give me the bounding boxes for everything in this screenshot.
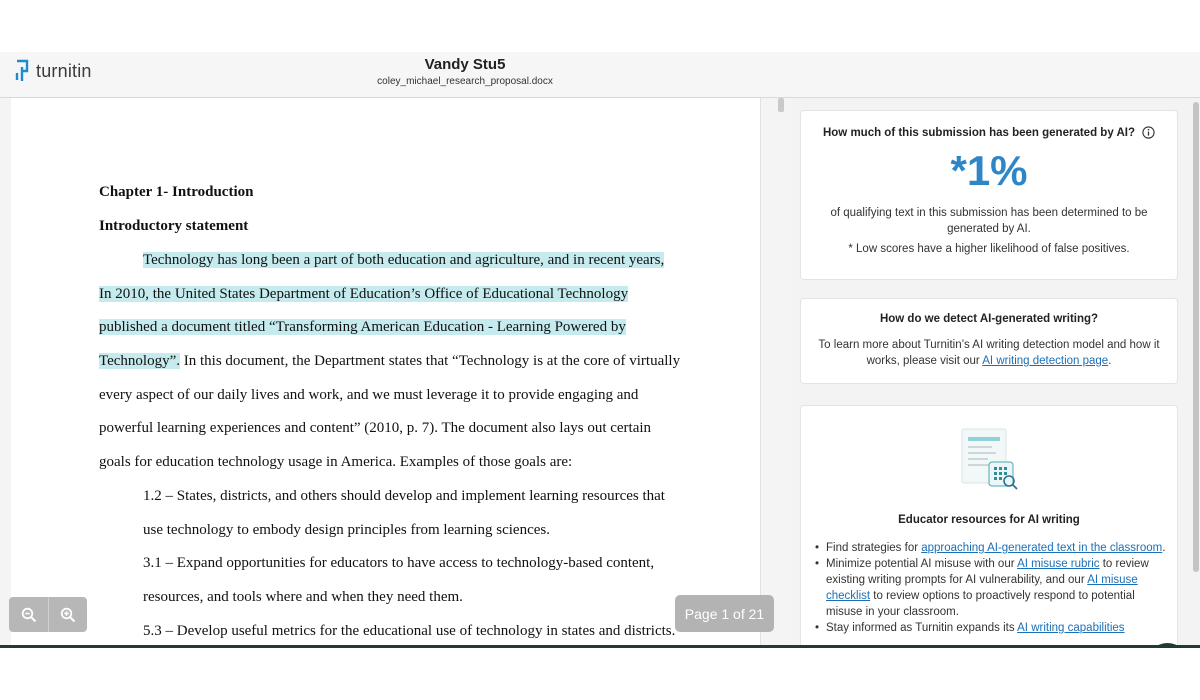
approaching-ai-text-link[interactable]: approaching AI-generated text in the classroom — [921, 542, 1163, 554]
resources-title: Educator resources for AI writing — [898, 514, 1080, 526]
ai-highlight[interactable]: Technology has long been a part of both education and agriculture, and in recent years, — [143, 252, 665, 268]
list-item-text: . — [1162, 542, 1166, 554]
resources-list — [815, 540, 1167, 636]
zoom-out-icon — [21, 607, 37, 623]
doc-line — [99, 319, 626, 336]
ai-score-card — [800, 110, 1178, 280]
chapter-heading: Chapter 1- Introduction — [99, 184, 254, 200]
ai-score-description: of qualifying text in this submission has been determined to be generated by AI. — [830, 207, 1148, 235]
ai-highlight[interactable]: published a document titled “Transforming American Education - Learning Powered by — [99, 319, 626, 335]
document-heading — [0, 56, 930, 87]
doc-line — [99, 286, 628, 303]
doc-line: use technology to embody design principles from learning sciences. — [143, 522, 550, 538]
ai-document-illustration-icon — [961, 428, 1021, 494]
doc-line: powerful learning experiences and content” (2010, p. 7). The document also lays out certain — [99, 420, 652, 436]
ai-highlight[interactable]: Technology”. — [99, 353, 181, 369]
detection-title: How do we detect AI-generated writing? — [879, 313, 1099, 325]
list-item-text: Minimize potential AI misuse with our — [826, 558, 1018, 570]
detection-text — [811, 337, 1167, 369]
ai-detection-page-link[interactable]: AI writing detection page — [982, 355, 1109, 367]
page-indicator: Page 1 of 21 — [675, 595, 774, 632]
doc-line: 5.3 – Develop useful metrics for the educational use of technology in states and districts. — [143, 623, 676, 639]
doc-line-text: In this document, the Department states that “Technology is at the core of virtually — [180, 353, 681, 369]
file-name: coley_michael_research_proposal.docx — [377, 76, 553, 87]
false-positive-note: * Low scores have a higher likelihood of false positives. — [848, 243, 1130, 255]
bottom-border — [0, 645, 1200, 648]
zoom-in-icon — [60, 607, 76, 623]
panel-scrollbar[interactable] — [1193, 102, 1199, 572]
detection-text-body: To learn more about Turnitin’s AI writing detection model and how it works, please visit our — [818, 339, 1160, 367]
detection-info-card — [800, 298, 1178, 384]
list-item-text: to review options to proactively respond to potential misuse in your classroom. — [826, 590, 1135, 618]
zoom-out-button[interactable] — [9, 597, 48, 632]
list-item-text: to review existing writing prompts for AI vulnerability, and our — [826, 558, 1149, 586]
ai-report-panel — [790, 98, 1200, 648]
document-scrollbar[interactable] — [778, 98, 784, 112]
list-item-text: Stay informed as Turnitin expands its — [826, 622, 1018, 634]
ai-percentage: *1% — [950, 147, 1028, 194]
ai-score-question-row — [801, 126, 1177, 139]
detection-text-end: . — [1108, 355, 1112, 367]
student-name: Vandy Stu5 — [424, 56, 506, 73]
ai-writing-capabilities-link[interactable]: AI writing capabilities — [1017, 622, 1125, 634]
logo-text: turnitin — [36, 60, 92, 81]
educator-resources-card — [800, 405, 1178, 648]
zoom-controls — [9, 597, 87, 632]
ai-score-question: How much of this submission has been generated by AI? — [822, 126, 1136, 139]
doc-line: every aspect of our daily lives and work, and we must leverage it to provide engaging and — [99, 387, 639, 403]
doc-line: 1.2 – States, districts, and others should develop and implement learning resources that — [143, 488, 665, 504]
document-viewer[interactable] — [11, 98, 761, 648]
ai-misuse-checklist-link[interactable]: AI misuse checklist — [826, 574, 1138, 602]
info-icon[interactable] — [1142, 126, 1155, 139]
list-item — [815, 540, 1167, 556]
ai-highlight[interactable]: In 2010, the United States Department of Education’s Office of Educational Technology — [99, 286, 629, 302]
list-item — [815, 620, 1167, 636]
zoom-in-button[interactable] — [48, 597, 87, 632]
top-bar — [0, 52, 1200, 98]
app-window — [0, 52, 1200, 648]
doc-line — [99, 353, 680, 370]
section-heading: Introductory statement — [99, 218, 249, 234]
list-item — [815, 556, 1167, 620]
list-item-text: Find strategies for — [826, 542, 922, 554]
doc-line: resources, and tools where and when they need them. — [143, 589, 463, 605]
doc-line: 3.1 – Expand opportunities for educators to have access to technology-based content, — [143, 555, 655, 571]
doc-line: goals for education technology usage in America. Examples of those goals are: — [99, 454, 573, 470]
ai-misuse-rubric-link[interactable]: AI misuse rubric — [1017, 558, 1100, 570]
doc-line — [143, 252, 664, 269]
